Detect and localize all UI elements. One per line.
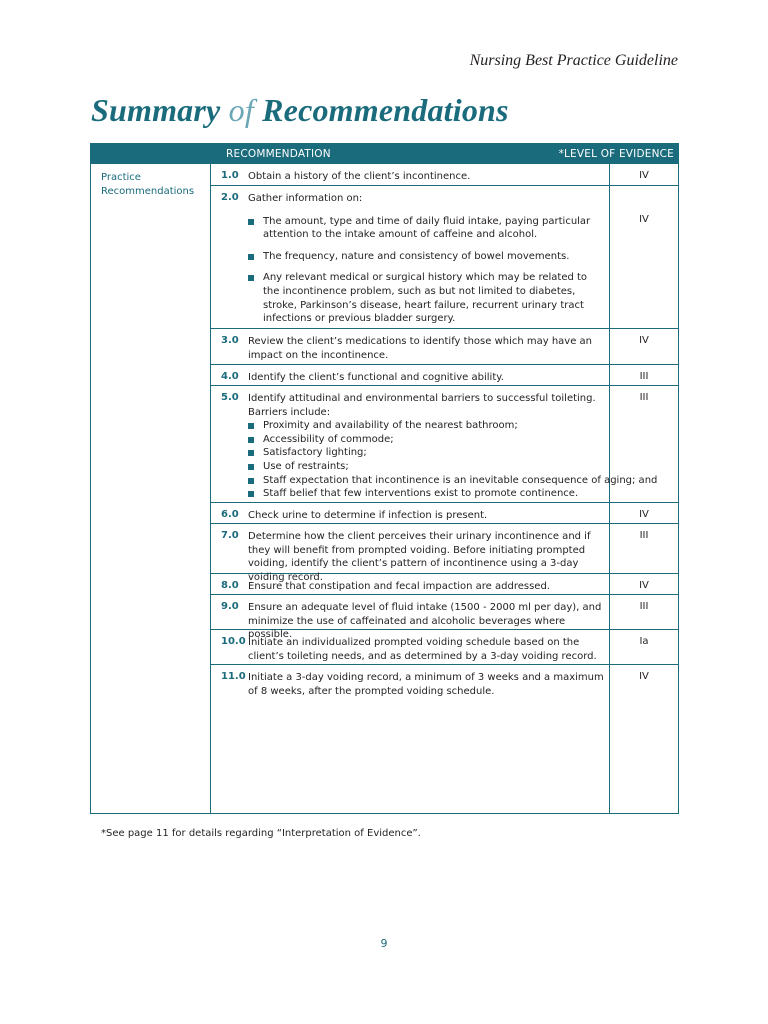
row-evidence-level: IV xyxy=(639,671,649,682)
row-evidence-level: III xyxy=(639,392,649,403)
table-row xyxy=(211,665,678,813)
row-number: 6.0 xyxy=(221,509,239,520)
footnote: *See page 11 for details regarding “Interpretation of Evidence”. xyxy=(101,828,421,839)
row-text: Determine how the client perceives their urinary incontinence and if they will benefit from prompted voiding. Before initiating prompted voiding, identify the client’s pattern of incontinence using a 3-day voiding record. xyxy=(248,531,591,583)
table-row xyxy=(211,524,678,583)
row-text-block xyxy=(248,192,606,326)
row-evidence-level: IV xyxy=(639,580,649,591)
row-evidence-level: III xyxy=(639,601,649,612)
recommendations-table xyxy=(90,143,679,814)
table-row xyxy=(211,164,678,186)
column-header-level-of-evidence: *LEVEL OF EVIDENCE xyxy=(558,148,674,160)
row-text: Identify attitudinal and environmental barriers to successful toileting. xyxy=(248,393,596,404)
row-number: 2.0 xyxy=(221,192,239,203)
row-text: Gather information on: xyxy=(248,193,363,204)
title-part-recommendations: Recommendations xyxy=(253,92,509,128)
list-item: Use of restraints; xyxy=(248,460,610,474)
table-row xyxy=(211,630,678,665)
row-number: 5.0 xyxy=(221,392,239,403)
list-item: The amount, type and time of daily fluid intake, paying particular attention to the intake amount of caffeine and alcohol. xyxy=(248,215,606,242)
table-row xyxy=(211,386,678,503)
list-item: Satisfactory lighting; xyxy=(248,446,610,460)
page-title xyxy=(91,92,509,129)
table-row xyxy=(211,329,678,365)
table-row xyxy=(211,186,678,329)
row-number: 11.0 xyxy=(221,671,246,682)
row-text: Review the client’s medications to identify those which may have an impact on the incontinence. xyxy=(248,336,593,361)
row-evidence-level: III xyxy=(639,530,649,541)
row-number: 10.0 xyxy=(221,636,246,647)
row-number: 8.0 xyxy=(221,580,239,591)
list-item: Staff expectation that incontinence is an inevitable consequence of aging; and xyxy=(248,474,610,488)
row-text: Initiate an individualized prompted voiding schedule based on the client’s toileting needs, and as determined by a 3-day voiding record. xyxy=(248,637,597,662)
row-evidence-level: IV xyxy=(639,170,649,181)
table-row xyxy=(211,503,678,524)
side-label-practice-recommendations: Practice Recommendations xyxy=(101,172,195,197)
table-row xyxy=(211,574,678,595)
row-evidence-level: IV xyxy=(639,335,649,346)
column-header-recommendation: RECOMMENDATION xyxy=(226,148,331,160)
table-row xyxy=(211,595,678,641)
row-subtext: Barriers include: xyxy=(248,406,331,418)
row-number: 7.0 xyxy=(221,530,239,541)
row-text: Ensure an adequate level of fluid intake (1500 - 2000 ml per day), and minimize the use of caffeinated and alcoholic beverages where possible. xyxy=(248,602,602,641)
list-item: Any relevant medical or surgical history which may be related to the incontinence problem, such as but not limited to diabetes, stroke, Parkinson’s disease, heart failure, recurrent urinary tract infections or previous bladder surgery. xyxy=(248,271,606,325)
row-evidence-level: Ia xyxy=(639,636,649,647)
page-number: 9 xyxy=(380,937,388,950)
table-header xyxy=(91,144,678,164)
list-item: Staff belief that few interventions exist to promote continence. xyxy=(248,487,610,501)
title-part-summary: Summary xyxy=(91,92,229,128)
list-item: The frequency, nature and consistency of bowel movements. xyxy=(248,250,606,264)
running-header: Nursing Best Practice Guideline xyxy=(469,52,678,69)
list-item: Proximity and availability of the nearest bathroom; xyxy=(248,419,610,433)
row-evidence-level: IV xyxy=(639,509,649,520)
title-part-of: of xyxy=(228,92,254,128)
table-row xyxy=(211,365,678,386)
row-text: Identify the client’s functional and cognitive ability. xyxy=(248,372,504,383)
row-number: 9.0 xyxy=(221,601,239,612)
row-number: 3.0 xyxy=(221,335,239,346)
row-number: 4.0 xyxy=(221,371,239,382)
row-text: Check urine to determine if infection is present. xyxy=(248,510,488,521)
row-text: Obtain a history of the client’s incontinence. xyxy=(248,171,471,182)
list-item: Accessibility of commode; xyxy=(248,433,610,447)
row-text: Ensure that constipation and fecal impaction are addressed. xyxy=(248,581,550,592)
row-evidence-level: III xyxy=(639,371,649,382)
row-number: 1.0 xyxy=(221,170,239,181)
row-evidence-level: IV xyxy=(639,214,649,225)
row-text: Initiate a 3-day voiding record, a minimum of 3 weeks and a maximum of 8 weeks, after the prompted voiding schedule. xyxy=(248,672,604,697)
